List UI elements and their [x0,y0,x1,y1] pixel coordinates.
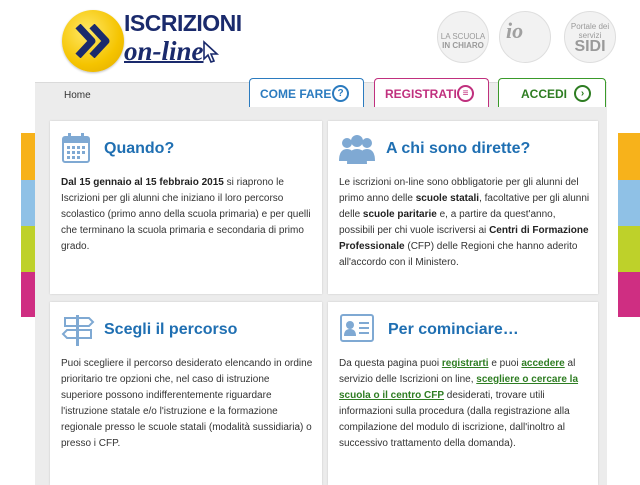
side-bar-blue [618,180,640,226]
card-text: Le iscrizioni on-line sono obbligatorie per gli alunni del primo anno delle scuole statali, facoltative per gli alunni delle scuole paritarie e, a partire da quest'anno, possibili per chi vuole iscriversi ai Centri di Formazione Professionale (CFP) delle Regioni che hanno aderito all'accordo con il Ministero. [339,177,590,268]
card-a-chi-sono-dirette [328,121,598,294]
logo-subtitle: on-line [124,36,204,66]
tab-label: COME FARE [260,87,332,101]
tab-label: ACCEDI [521,87,568,101]
tab-come-fare[interactable] [249,78,364,107]
link-scegliere-scuola[interactable]: scegliere o cercare la scuola o il centro CFP [339,374,579,401]
badge-sidi[interactable]: Portale dei servizi SIDI [564,11,616,63]
card-title: Scegli il percorso [104,321,238,338]
tab-registrati[interactable] [374,78,489,107]
side-bar-pink [21,272,35,317]
card-title: A chi sono dirette? [386,140,531,157]
logo-title: ISCRIZIONI [124,10,242,36]
card-scegli-percorso [50,302,322,485]
side-bar-orange [21,133,35,180]
signpost-icon [61,313,95,347]
side-bar-green [618,226,640,272]
card-title: Per cominciare… [388,321,519,338]
side-bar-orange [618,133,640,180]
breadcrumb-home[interactable]: Home [64,90,91,101]
arrow-right-icon: › [574,85,591,102]
card-quando [50,121,322,294]
card-per-cominciare [328,302,598,485]
card-text: Dal 15 gennaio al 15 febbraio 2015 si riaprono le Iscrizioni per gli alunni che iniziano il loro percorso scolastico (primo anno della scuola primaria) e per quelli che terminano la scuola primaria e secondaria di primo grado. [61,177,311,252]
card-title: Quando? [104,140,175,157]
chevron-right-icon [74,24,114,58]
question-icon: ? [332,85,349,102]
people-icon [339,134,375,164]
list-icon: ≡ [457,85,474,102]
badge-scuola-in-chiaro[interactable]: LA SCUOLA IN CHIARO [437,11,489,63]
profile-card-icon [340,314,374,342]
header [0,0,640,82]
logo-emblem[interactable] [62,10,124,72]
side-bar-green [21,226,35,272]
card-text: Da questa pagina puoi registrarti e puoi accedere al servizio delle Iscrizioni on line, scegliere o cercare la scuola o il centro CFP desiderati, trovare utili informazioni sulla procedura (dalla registrazione alla compilazione del modulo di iscrizione, dall'inoltro al successivo trattamento della domanda). [339,358,579,449]
link-accedere[interactable]: accedere [521,358,565,369]
card-text: Puoi scegliere il percorso desiderato elencando in ordine prioritario tre opzioni che, nel caso di istruzione superiore possono indifferentemente riguardare l'istruzione statale e/o l'istruzione e la formazione regionale presso le scuole statali (modalità sussidiaria) o presso i CFP. [61,358,313,449]
tab-accedi[interactable] [498,78,606,107]
calendar-icon [62,133,90,163]
side-bar-pink [618,272,640,317]
link-registrarti[interactable]: registrarti [441,358,489,369]
tab-label: REGISTRATI [385,87,457,101]
side-bar-blue [21,180,35,226]
badge-io[interactable]: io [499,11,551,63]
cursor-icon [202,40,222,64]
